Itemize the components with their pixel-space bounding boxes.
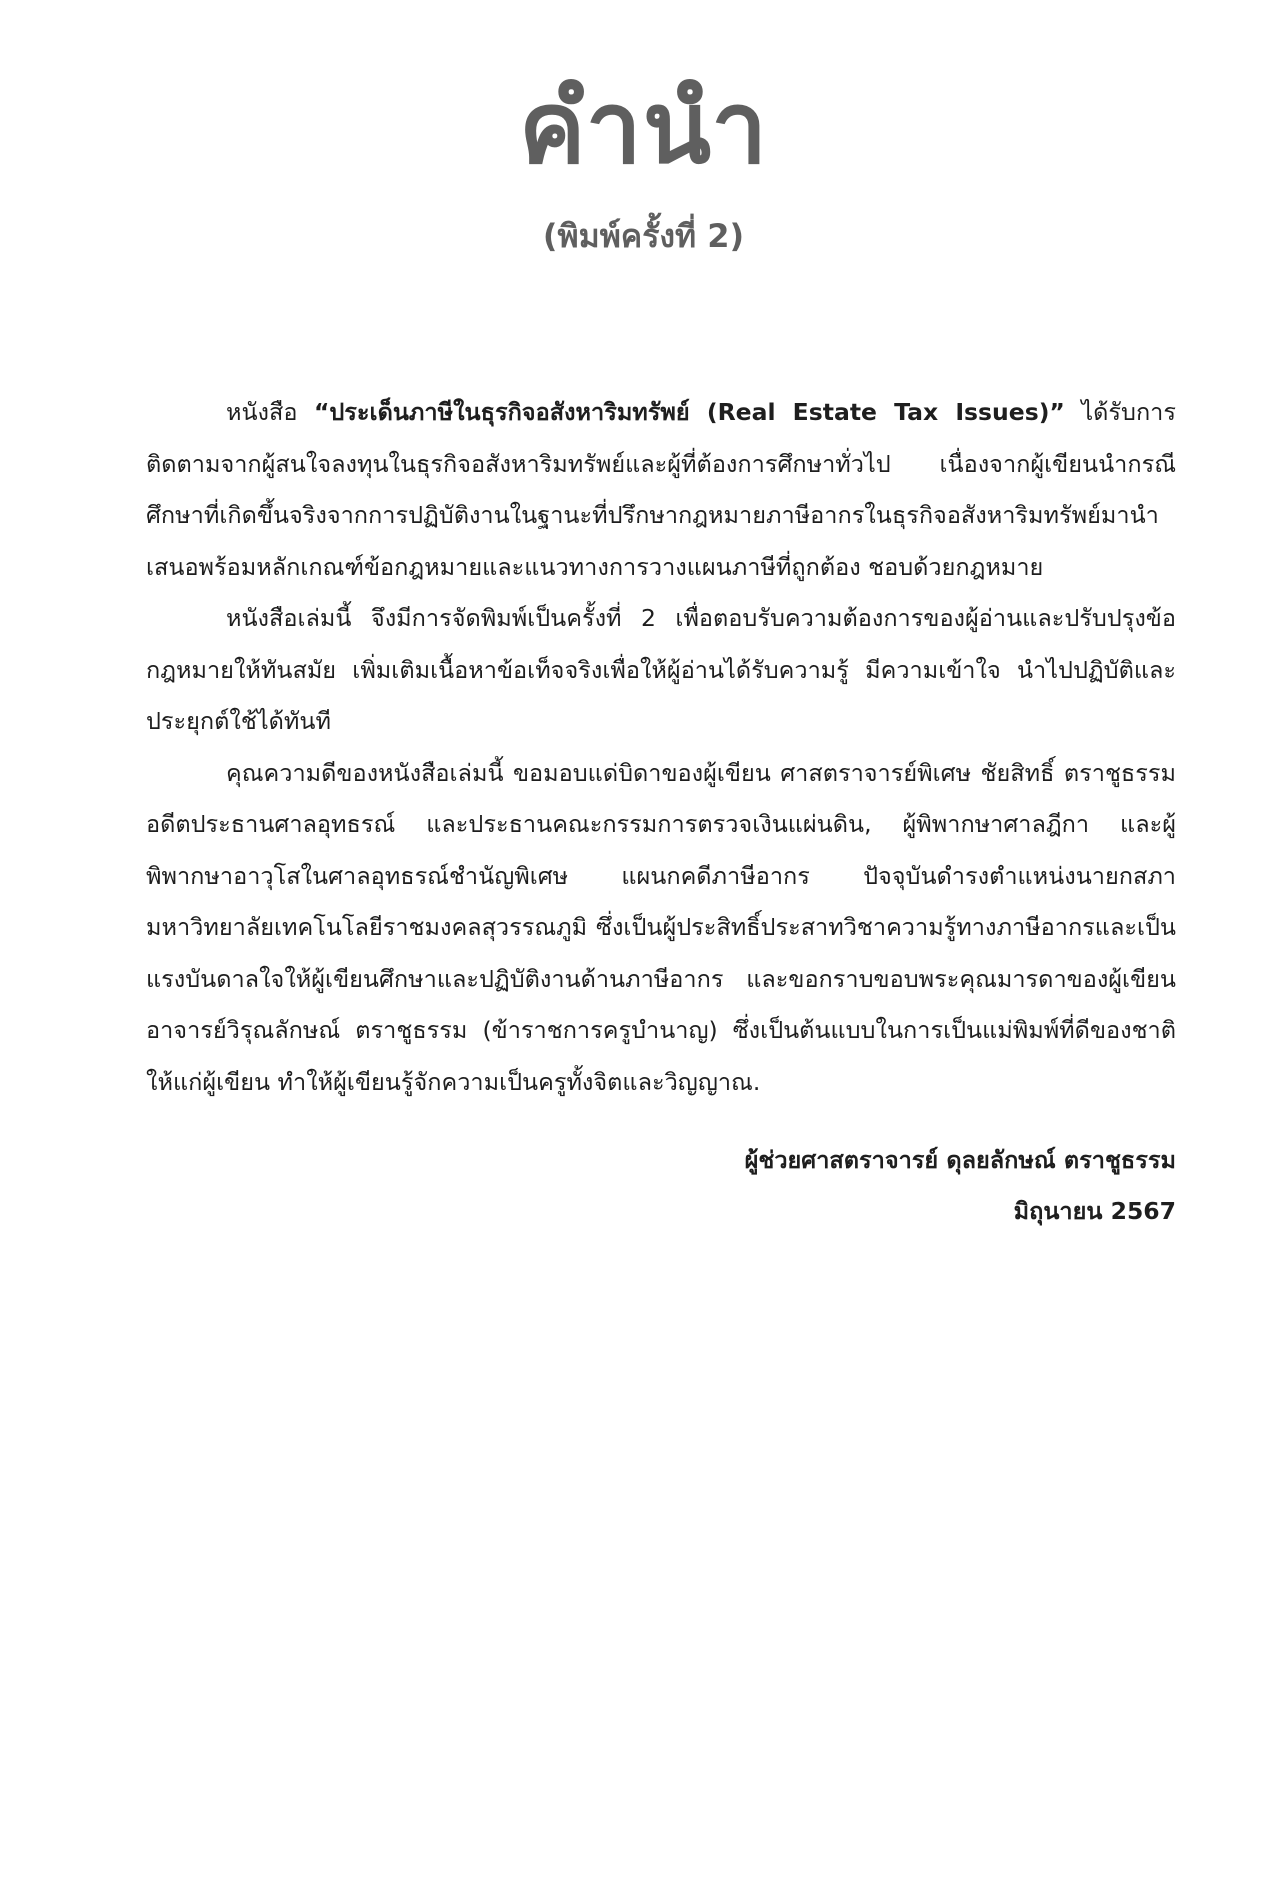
- signature-date: มิถุนายน 2567: [1013, 1197, 1176, 1225]
- paragraph-3: คุณความดีของหนังสือเล่มนี้ ขอมอบแด่บิดาของผู้เขียน ศาสตราจารย์พิเศษ ชัยสิทธิ์ ตราชูธรรม อดีตประธานศาลอุทธรณ์ และประธานคณะกรรมการตรวจเงินแผ่นดิน, ผู้พิพากษาศาลฎีกา และผู้พิพากษาอาวุโสในศาลอุทธรณ์ชำนัญพิเศษ แผนกคดีภาษีอากร ปัจจุบันดำรงตำแหน่งนายกสภามหาวิทยาลัยเทคโนโลยีราชมงคลสุวรรณภูมิ ซึ่งเป็นผู้ประสิทธิ์ประสาทวิชาความรู้ทางภาษีอากรและเป็นแรงบันดาลใจให้ผู้เขียนศึกษาและปฏิบัติงานด้านภาษีอากร และขอกราบขอบพระคุณมารดาของผู้เขียน อาจารย์วิรุณลักษณ์ ตราชูธรรม (ข้าราชการครูบำนาญ) ซึ่งเป็นต้นแบบในการเป็นแม่พิมพ์ที่ดีของชาติให้แก่ผู้เขียน ทำให้ผู้เขียนรู้จักความเป็นครูทั้งจิตและวิญญาณ.: [146, 758, 1176, 1096]
- paragraph-1: [146, 387, 1176, 593]
- author-name: ผู้ช่วยศาสตราจารย์ ดุลยลักษณ์ ตราชูธรรม: [744, 1146, 1176, 1174]
- book-title: “ประเด็นภาษีในธุรกิจอสังหาริมทรัพย์ (Real Estate Tax Issues)”: [313, 398, 1065, 426]
- paragraph-1-prefix: หนังสือ: [226, 398, 314, 426]
- preface-body: [146, 387, 1176, 1108]
- signature-block: [745, 1135, 1176, 1237]
- paragraph-2: หนังสือเล่มนี้ จึงมีการจัดพิมพ์เป็นครั้งที่ 2 เพื่อตอบรับความต้องการของผู้อ่านและปรับปรุงข้อกฎหมายให้ทันสมัย เพิ่มเติมเนื้อหาข้อเท็จจริงเพื่อให้ผู้อ่านได้รับความรู้ มีความเข้าใจ นำไปปฏิบัติและประยุกต์ใช้ได้ทันที: [146, 604, 1176, 735]
- page-subtitle: (พิมพ์ครั้งที่ 2): [542, 217, 745, 255]
- page-title: คำนำ: [518, 69, 769, 186]
- paragraph-1-rest: ได้รับการติดตามจากผู้สนใจลงทุนในธุรกิจอสังหาริมทรัพย์และผู้ที่ต้องการศึกษาทั่วไป เนื่องจากผู้เขียนนำกรณีศึกษาที่เกิดขึ้นจริงจากการปฏิบัติงานในฐานะที่ปรึกษากฎหมายภาษีอากรในธุรกิจอสังหาริมทรัพย์มานำเสนอพร้อมหลักเกณฑ์ข้อกฎหมายและแนวทางการวางแผนภาษีที่ถูกต้อง ชอบด้วยกฎหมาย: [146, 398, 1176, 581]
